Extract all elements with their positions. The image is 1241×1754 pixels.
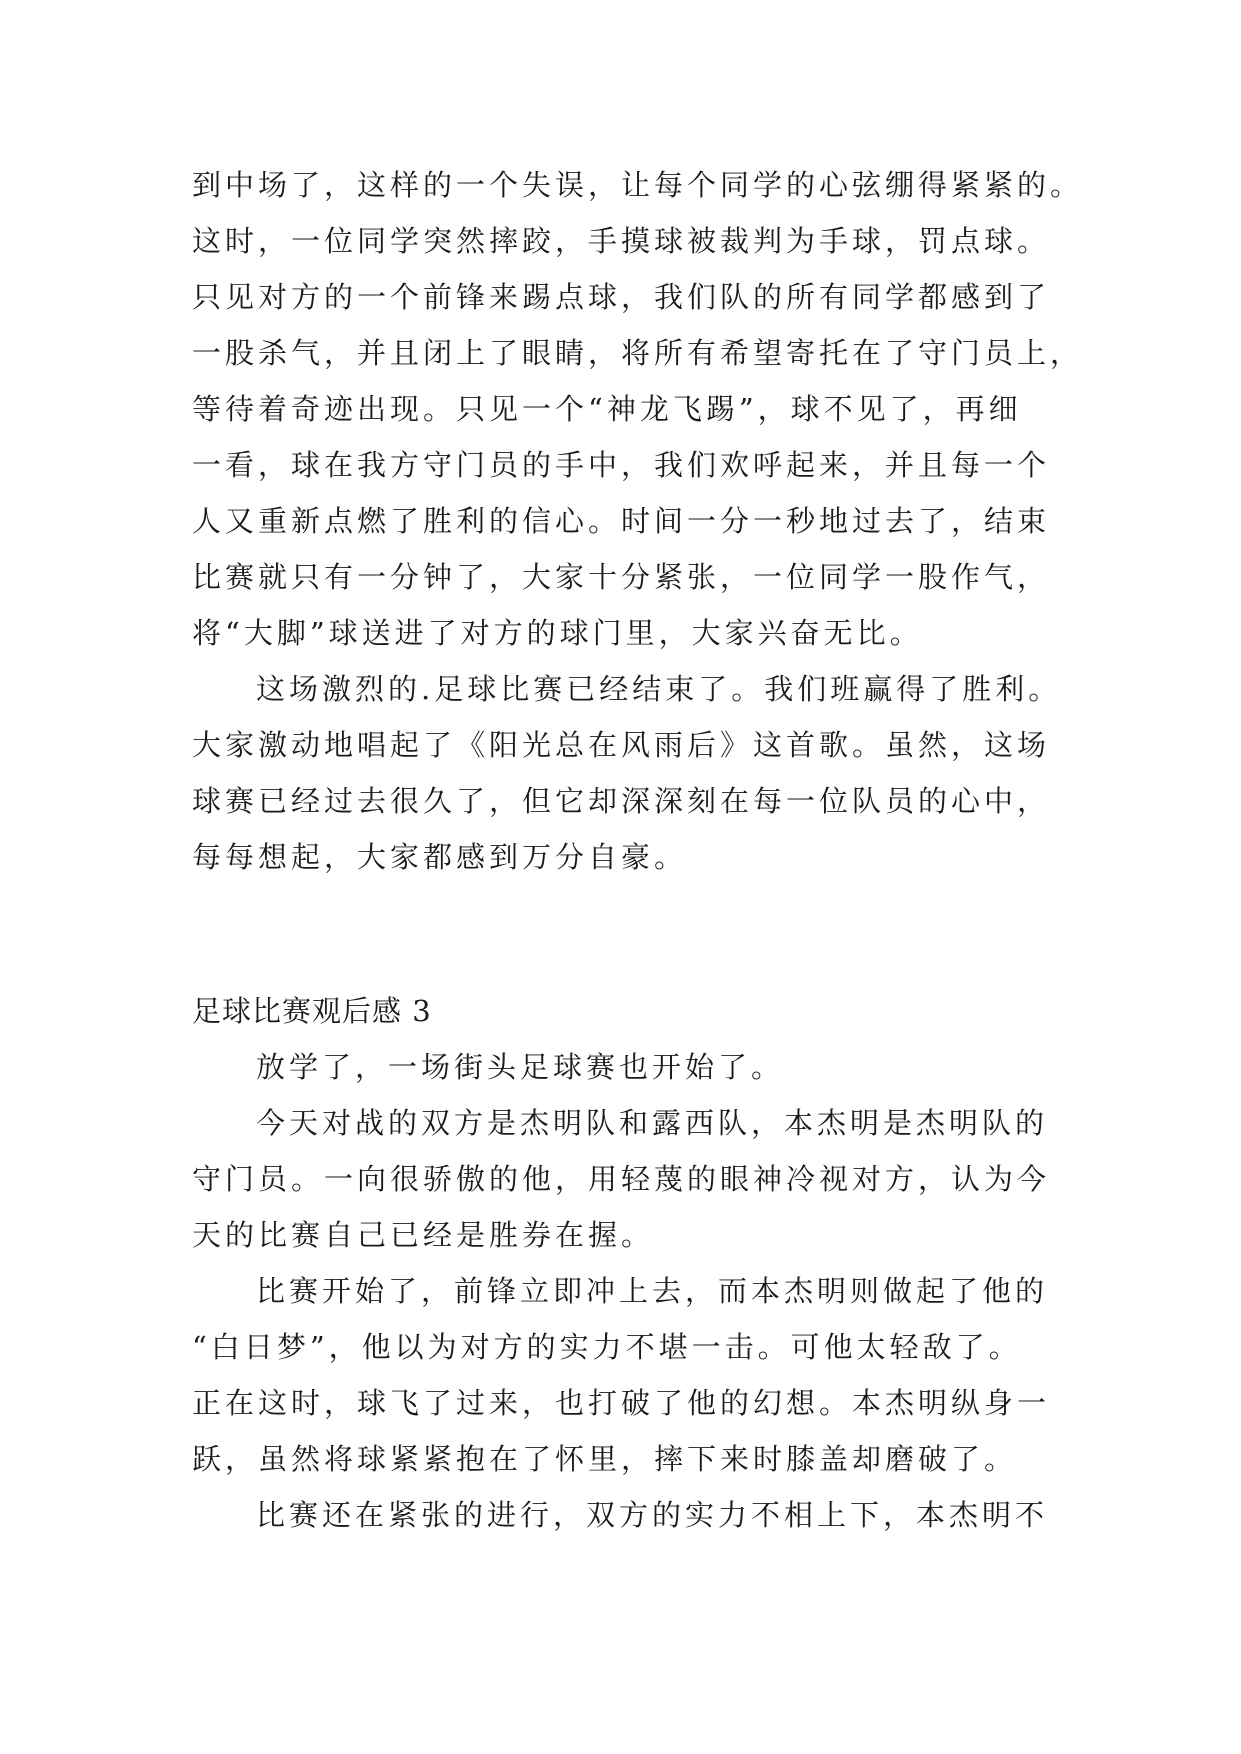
paragraph xyxy=(192,661,1072,885)
paragraph xyxy=(192,157,1084,661)
text-line: 一看，球在我方守门员的手中，我们欢呼起来，并且每一个 xyxy=(192,448,1051,482)
text-line: 一股杀气，并且闭上了眼睛，将所有希望寄托在了守门员上， xyxy=(192,336,1084,370)
paragraph xyxy=(192,1487,1072,1543)
text-line: 比赛开始了，前锋立即冲上去，而本杰明则做起了他的 xyxy=(256,1274,1049,1308)
paragraph xyxy=(192,1263,1072,1487)
text-line: 人又重新点燃了胜利的信心。时间一分一秒地过去了，结束 xyxy=(192,504,1051,538)
text-line: 大家激动地唱起了《阳光总在风雨后》这首歌。虽然，这场 xyxy=(192,728,1051,762)
text-line: “白日梦”，他以为对方的实力不堪一击。可他太轻敌了。 xyxy=(192,1330,1022,1364)
section-title: 足球比赛观后感 3 xyxy=(192,994,432,1028)
text-line: 守门员。一向很骄傲的他，用轻蔑的眼神冷视对方，认为今 xyxy=(192,1162,1051,1196)
text-line: 跃，虽然将球紧紧抱在了怀里，摔下来时膝盖却磨破了。 xyxy=(192,1442,1018,1476)
text-line: 比赛就只有一分钟了，大家十分紧张，一位同学一股作气， xyxy=(192,560,1051,594)
text-line: 每每想起，大家都感到万分自豪。 xyxy=(192,840,688,874)
text-line: 只见对方的一个前锋来踢点球，我们队的所有同学都感到了 xyxy=(192,280,1051,314)
text-line: 今天对战的双方是杰明队和露西队，本杰明是杰明队的 xyxy=(256,1106,1049,1140)
text-line: 球赛已经过去很久了，但它却深深刻在每一位队员的心中， xyxy=(192,784,1051,818)
text-line: 正在这时，球飞了过来，也打破了他的幻想。本杰明纵身一 xyxy=(192,1386,1051,1420)
text-line: 这时，一位同学突然摔跤，手摸球被裁判为手球，罚点球。 xyxy=(192,224,1051,258)
paragraph xyxy=(192,1095,1072,1263)
document-body xyxy=(192,157,1084,1543)
text-line: 到中场了，这样的一个失误，让每个同学的心弦绷得紧紧的。 xyxy=(192,168,1084,202)
text-line: 等待着奇迹出现。只见一个“神龙飞踢”，球不见了，再细 xyxy=(192,392,1022,426)
text-line: 放学了，一场街头足球赛也开始了。 xyxy=(256,1050,785,1084)
text-line: 这场激烈的.足球比赛已经结束了。我们班赢得了胜利。 xyxy=(256,672,1062,706)
text-line: 天的比赛自己已经是胜券在握。 xyxy=(192,1218,655,1252)
section-gap xyxy=(192,885,1072,983)
paragraph xyxy=(192,1039,1072,1095)
text-line: 比赛还在紧张的进行，双方的实力不相上下，本杰明不 xyxy=(256,1498,1049,1532)
text-line: 将“大脚”球送进了对方的球门里，大家兴奋无比。 xyxy=(192,616,923,650)
